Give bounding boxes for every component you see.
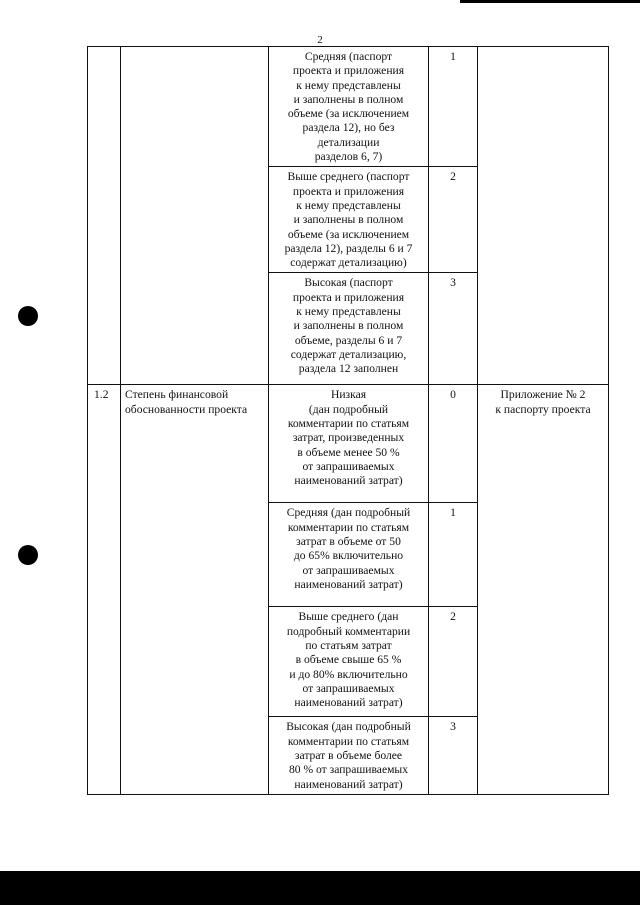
level-score: 3 xyxy=(429,273,478,385)
criterion-number xyxy=(88,47,121,385)
level-description: Высокая (паспорт проекта и приложения к нему представлены и заполнены в полном объеме, разделы 6 и 7 содержат детализацию, раздела 12 заполнен xyxy=(269,273,429,385)
criteria-table xyxy=(87,46,609,795)
criterion-name xyxy=(121,47,269,385)
level-description: Выше среднего (паспорт проекта и приложения к нему представлены и заполнены в полном объеме (за исключением раздела 12), разделы 6 и 7 содержат детализацию) xyxy=(269,167,429,273)
level-description: Низкая (дан подробный комментарии по статьям затрат, произведенных в объеме менее 50 % от запрашиваемых наименований затрат) xyxy=(269,385,429,503)
level-score: 3 xyxy=(429,717,478,794)
scan-bottom-edge xyxy=(0,871,640,905)
punch-hole xyxy=(18,545,38,565)
page-number: 2 xyxy=(317,34,323,46)
level-score: 2 xyxy=(429,167,478,273)
criterion-number: 1.2 xyxy=(88,385,121,794)
table-row xyxy=(88,47,609,167)
criterion-source: Приложение № 2 к паспорту проекта xyxy=(478,385,609,794)
table-row xyxy=(88,385,609,503)
level-description: Средняя (паспорт проекта и приложения к нему представлены и заполнены в полном объеме (за исключением раздела 12), но без детализации разделов 6, 7) xyxy=(269,47,429,167)
punch-hole xyxy=(18,306,38,326)
level-score: 0 xyxy=(429,385,478,503)
level-score: 1 xyxy=(429,503,478,607)
level-score: 2 xyxy=(429,607,478,717)
level-score: 1 xyxy=(429,47,478,167)
level-description: Выше среднего (дан подробный комментарии по статьям затрат в объеме свыше 65 % и до 80% включительно от запрашиваемых наименований затрат) xyxy=(269,607,429,717)
scan-top-edge xyxy=(460,0,640,3)
level-description: Средняя (дан подробный комментарии по статьям затрат в объеме от 50 до 65% включительно от запрашиваемых наименований затрат) xyxy=(269,503,429,607)
criterion-source xyxy=(478,47,609,385)
level-description: Высокая (дан подробный комментарии по статьям затрат в объеме более 80 % от запрашиваемых наименований затрат) xyxy=(269,717,429,794)
criterion-name: Степень финансовой обоснованности проекта xyxy=(121,385,269,794)
